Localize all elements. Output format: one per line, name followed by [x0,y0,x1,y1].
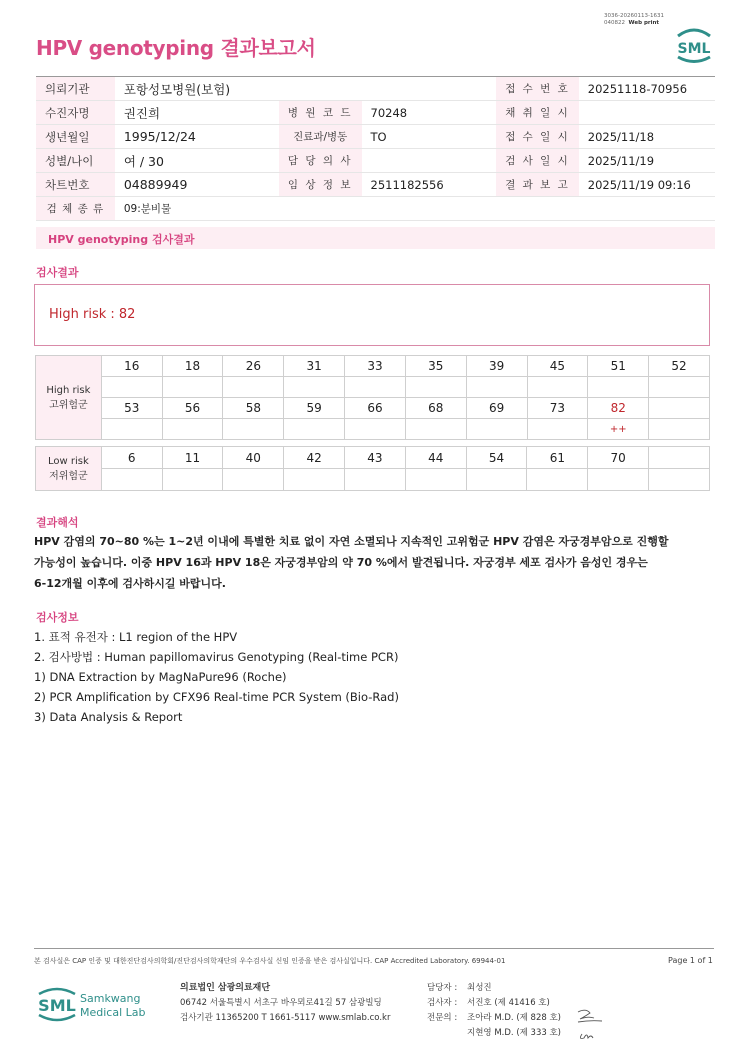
result-band [36,227,715,249]
info-row [36,149,715,173]
genotype-cell [649,447,710,469]
genotype-cell: 16 [101,356,162,377]
foundation-contact: 검사기관 11365200 T 1661-5117 www.smlab.co.kr [180,1013,391,1023]
genotype-cell: 59 [284,398,345,419]
genotype-cell: 54 [466,447,527,469]
result-cell [162,469,223,491]
label-receipt-date: 접 수 일 시 [496,125,579,149]
footer-divider [34,948,714,949]
low-risk-grid [35,446,710,491]
value-receipt-no: 20251118-70956 [579,77,715,101]
result-cell [101,419,162,440]
info-row [36,125,715,149]
result-cell [345,469,406,491]
result-cell [162,419,223,440]
value-requester: 포항성모병원(보험) [115,77,496,101]
label-collection-date: 채 취 일 시 [496,101,579,125]
value-department: TO [362,125,497,149]
result-cell [466,469,527,491]
result-cell [466,419,527,440]
genotype-cell: 33 [345,356,406,377]
interpretation-title: 결과해석 [36,516,79,529]
genotype-cell [649,398,710,419]
genotype-cell: 44 [405,447,466,469]
document-id: 3036-20260113-1631 040822 Web print [604,13,664,26]
result-cell [223,419,284,440]
result-cell [284,469,345,491]
genotype-cell: 66 [345,398,406,419]
positive-mark: ++ [588,419,649,440]
genotype-cell: 56 [162,398,223,419]
label-report-date: 결 과 보 고 [496,173,579,197]
genotype-cell: 31 [284,356,345,377]
foundation-name: 의료법인 삼광의료재단 [180,983,271,993]
result-cell [223,377,284,398]
label-sex-age: 성별/나이 [36,149,115,173]
value-sex-age: 여 / 30 [115,149,279,173]
interpretation-text: HPV 감염의 70~80 %는 1~2년 이내에 특별한 치료 없이 자연 소멸되나 지속적인 고위험군 HPV 감염은 자궁경부암으로 진행할 가능성이 높습니다. 이중 HPV 16과 HPV 18은 자궁경부암의 약 70 %에서 발견됩니다. 자궁경부 세포 검사가 음성인 경우는 6-12개월 이후에 검사하시길 바랍니다. [34,535,669,590]
info-row [36,173,715,197]
accreditation-note: 본 검사실은 CAP 인증 및 대한진단검사의학회/진단검사의학재단의 우수검사실 신임 인증을 받은 검사실입니다. CAP Accredited Laboratory. 69944-01 [34,957,506,965]
result-cell [405,419,466,440]
test-info-list: 1. 표적 유전자 : L1 region of the HPV 2. 검사방법 : Human papillomavirus Genotyping (Real-time PCR) 1) DNA Extraction by MagNaPure96 (Roche) 2) PCR Amplification by CFX96 Real-time PCR System (Bio-Rad) 3) Data Analysis & Report [34,630,399,724]
genotype-cell: 42 [284,447,345,469]
value-patient-name: 권진희 [115,101,279,125]
result-cell [101,469,162,491]
label-receipt-no: 접 수 번 호 [496,77,579,101]
result-cell [405,377,466,398]
result-box [34,284,710,346]
value-test-date: 2025/11/19 [579,149,715,173]
page-title: HPV genotyping 결과보고서 [36,36,316,60]
foundation-info [180,981,390,1026]
label-doctor: 담 당 의 사 [279,149,362,173]
result-cell [527,469,588,491]
result-cell [527,419,588,440]
label-hospital-code: 병 원 코 드 [279,101,362,125]
result-cell [223,469,284,491]
result-cell [345,377,406,398]
result-cell [588,469,649,491]
genotype-cell: 11 [162,447,223,469]
value-hospital-code: 70248 [362,101,497,125]
value-doctor [362,149,497,173]
staff-row: 전문의 : 조아라 M.D. (제 828 호) [427,1013,562,1023]
value-report-date: 2025/11/19 09:16 [579,173,715,197]
genotype-cell: 51 [588,356,649,377]
genotype-cell: 6 [101,447,162,469]
result-cell [405,469,466,491]
value-collection-date [579,101,715,125]
result-cell [588,377,649,398]
result-text: High risk : 82 [49,307,136,322]
result-cell [527,377,588,398]
result-cell [345,419,406,440]
genotype-cell: 18 [162,356,223,377]
high-risk-label: High risk 고위험군 [36,356,102,440]
genotype-cell: 73 [527,398,588,419]
label-specimen: 검 체 종 류 [36,197,115,221]
label-birth-date: 생년월일 [36,125,115,149]
staff-row: 지현영 M.D. (제 333 호) [467,1028,562,1038]
staff-row: 검사자 : 서진호 (제 41416 호) [427,998,550,1008]
genotype-cell: 52 [649,356,710,377]
genotype-cell: 45 [527,356,588,377]
label-test-date: 검 사 일 시 [496,149,579,173]
result-section-title: 검사결과 [36,266,79,279]
label-chart-no: 차트번호 [36,173,115,197]
genotype-cell: 69 [466,398,527,419]
genotype-cell: 58 [223,398,284,419]
patient-info-table [36,76,715,221]
label-department: 진료과/병동 [279,125,362,149]
samkwang-logo-icon [36,982,156,1026]
genotype-cell: 53 [101,398,162,419]
staff-row: 담당자 : 최성진 [427,983,492,993]
result-cell [101,377,162,398]
result-cell [466,377,527,398]
info-row [36,101,715,125]
value-specimen: 09:분비물 [115,197,715,221]
logo-line2: Medical Lab [80,1006,146,1019]
result-band-title: HPV genotyping 검사결과 [48,233,195,246]
genotype-cell: 26 [223,356,284,377]
result-cell [649,419,710,440]
value-clinical-info: 2511182556 [362,173,497,197]
value-birth-date: 1995/12/24 [115,125,279,149]
logo-line1: Samkwang [80,992,141,1005]
signature-icon [574,1008,610,1042]
value-chart-no: 04889949 [115,173,279,197]
result-cell [284,377,345,398]
genotype-cell: 43 [345,447,406,469]
staff-info [427,981,561,1041]
sml-logo-icon [672,26,716,64]
foundation-address: 06742 서울특별시 서초구 바우뫼로41길 57 삼광빌딩 [180,998,382,1008]
label-clinical-info: 임 상 정 보 [279,173,362,197]
result-cell [649,469,710,491]
page-number: Page 1 of 1 [668,956,713,965]
value-receipt-date: 2025/11/18 [579,125,715,149]
logo-text: SML [677,41,711,57]
result-cell [284,419,345,440]
genotype-cell: 40 [223,447,284,469]
logo-text: SML [38,996,76,1015]
test-info-title: 검사정보 [36,611,79,624]
genotype-cell: 68 [405,398,466,419]
high-risk-grid [35,355,710,440]
genotype-cell: 39 [466,356,527,377]
result-cell [162,377,223,398]
result-cell [649,377,710,398]
genotype-cell-positive: 82 [588,398,649,419]
info-row [36,197,715,221]
info-row [36,77,715,101]
genotype-cell: 61 [527,447,588,469]
genotype-cell: 70 [588,447,649,469]
label-patient-name: 수진자명 [36,101,115,125]
label-requester: 의뢰기관 [36,77,115,101]
low-risk-label: Low risk 저위험군 [36,447,102,491]
genotype-cell: 35 [405,356,466,377]
